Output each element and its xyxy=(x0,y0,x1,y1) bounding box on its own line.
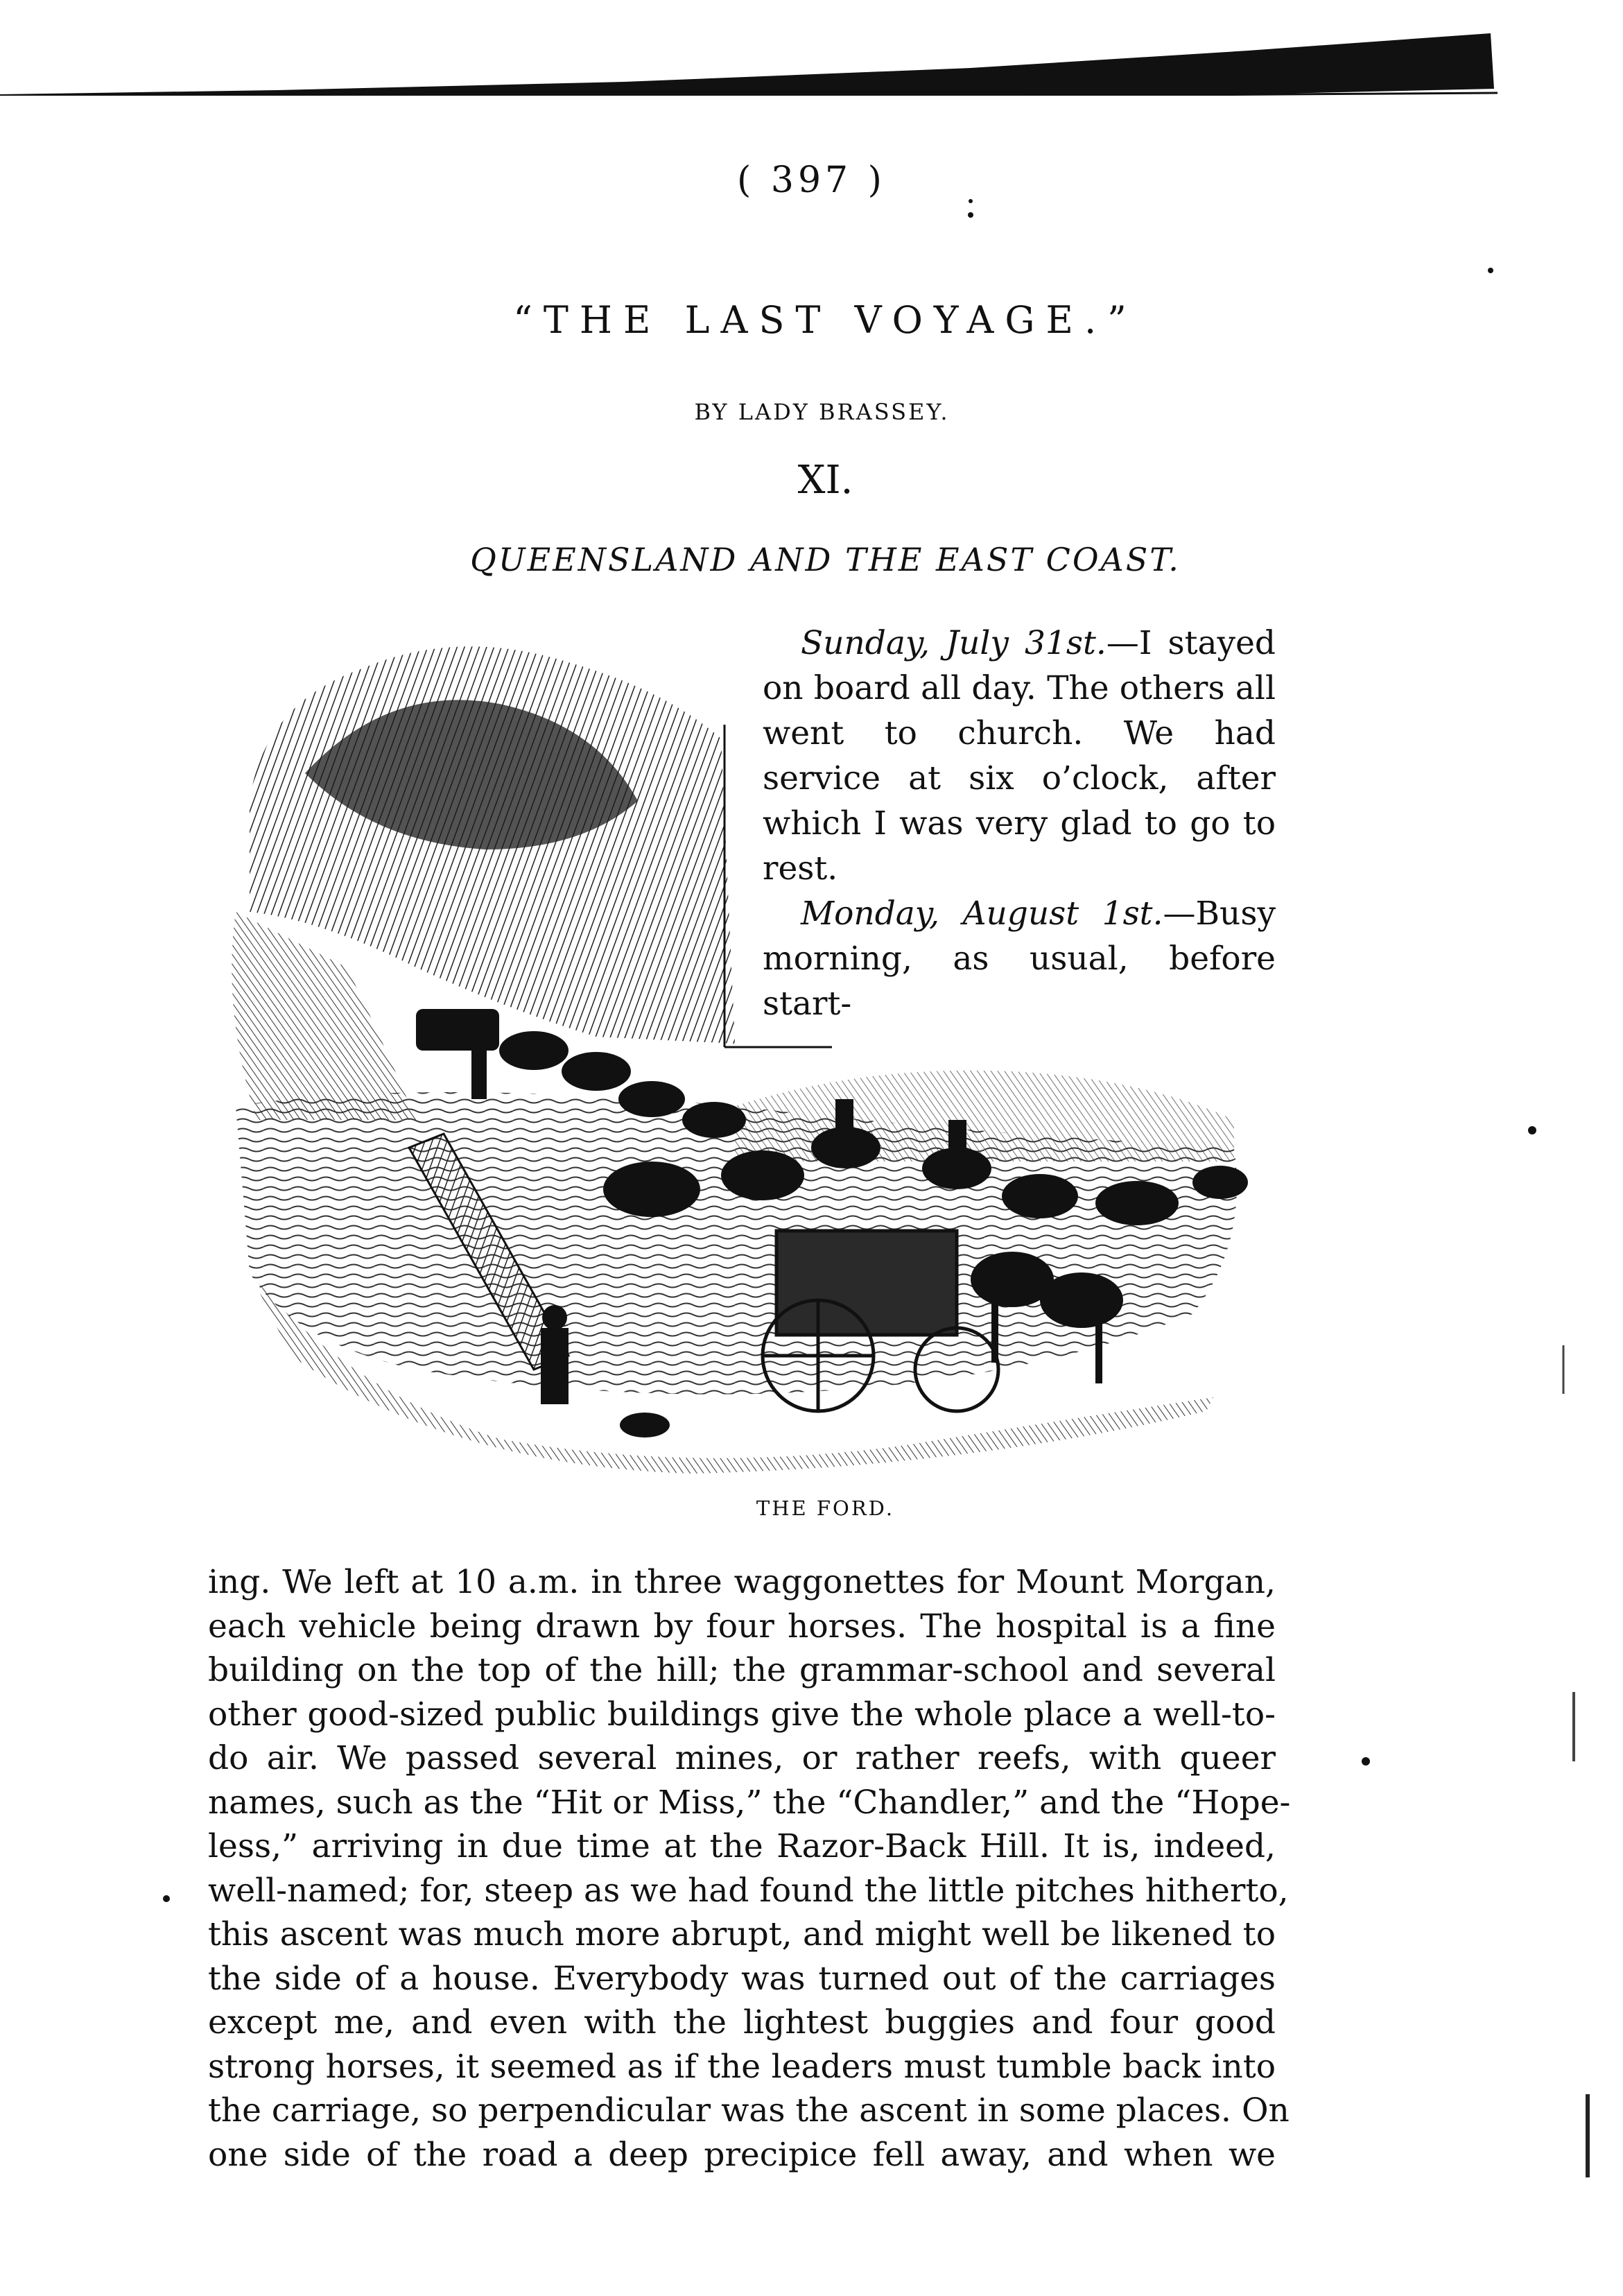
body-line: the carriage, so perpendicular was the ascent in some places. On xyxy=(208,2091,1290,2130)
body-text xyxy=(208,1560,1291,2177)
side-text-column xyxy=(763,621,1276,1026)
body-line: this ascent was much more abrupt, and might well be likened to xyxy=(208,1915,1276,1953)
text-monday: —Busy morning, as usual, before start- xyxy=(763,895,1276,1023)
illustration-caption: THE FORD. xyxy=(756,1496,895,1520)
paragraph-sunday xyxy=(763,621,1276,891)
body-line: names, such as the “Hit or Miss,” the “Chandler,” and the “Hope- xyxy=(208,1783,1291,1822)
date-sunday: Sunday, July 31st. xyxy=(801,624,1106,662)
page-number: ( 397 ) xyxy=(737,159,886,201)
paragraph-monday xyxy=(763,891,1276,1026)
top-rule-decoration xyxy=(0,12,1498,96)
body-line: one side of the road a deep precipice fell away, and when we xyxy=(208,2135,1276,2174)
text-sunday: —I stayed on board all day. The others all went to church. We had service at six o’clock, after which I was very glad to go to rest. xyxy=(763,624,1276,888)
byline: BY LADY BRASSEY. xyxy=(694,399,950,425)
body-line: less,” arriving in due time at the Razor-Back Hill. It is, indeed, xyxy=(208,1827,1276,1865)
article-title: “THE LAST VOYAGE.” xyxy=(513,298,1138,342)
chapter-number: XI. xyxy=(797,458,853,503)
body-line: each vehicle being drawn by four horses. The hospital is a fine xyxy=(208,1607,1276,1646)
body-line: other good-sized public buildings give the whole place a well-to- xyxy=(208,1695,1276,1734)
body-line: except me, and even with the lightest buggies and four good xyxy=(208,2003,1276,2042)
body-line: ing. We left at 10 a.m. in three waggonettes for Mount Morgan, xyxy=(208,1563,1276,1601)
date-monday: Monday, August 1st. xyxy=(801,895,1163,933)
chapter-title: QUEENSLAND AND THE EAST COAST. xyxy=(470,541,1181,578)
body-line: building on the top of the hill; the grammar-school and several xyxy=(208,1651,1276,1689)
body-line: the side of a house. Everybody was turned out of the carriages xyxy=(208,1959,1276,1998)
body-line: well-named; for, steep as we had found the little pitches hitherto, xyxy=(208,1871,1289,1910)
body-line: do air. We passed several mines, or rather reefs, with queer xyxy=(208,1739,1276,1777)
body-line: strong horses, it seemed as if the leaders must tumble back into xyxy=(208,2047,1276,2086)
